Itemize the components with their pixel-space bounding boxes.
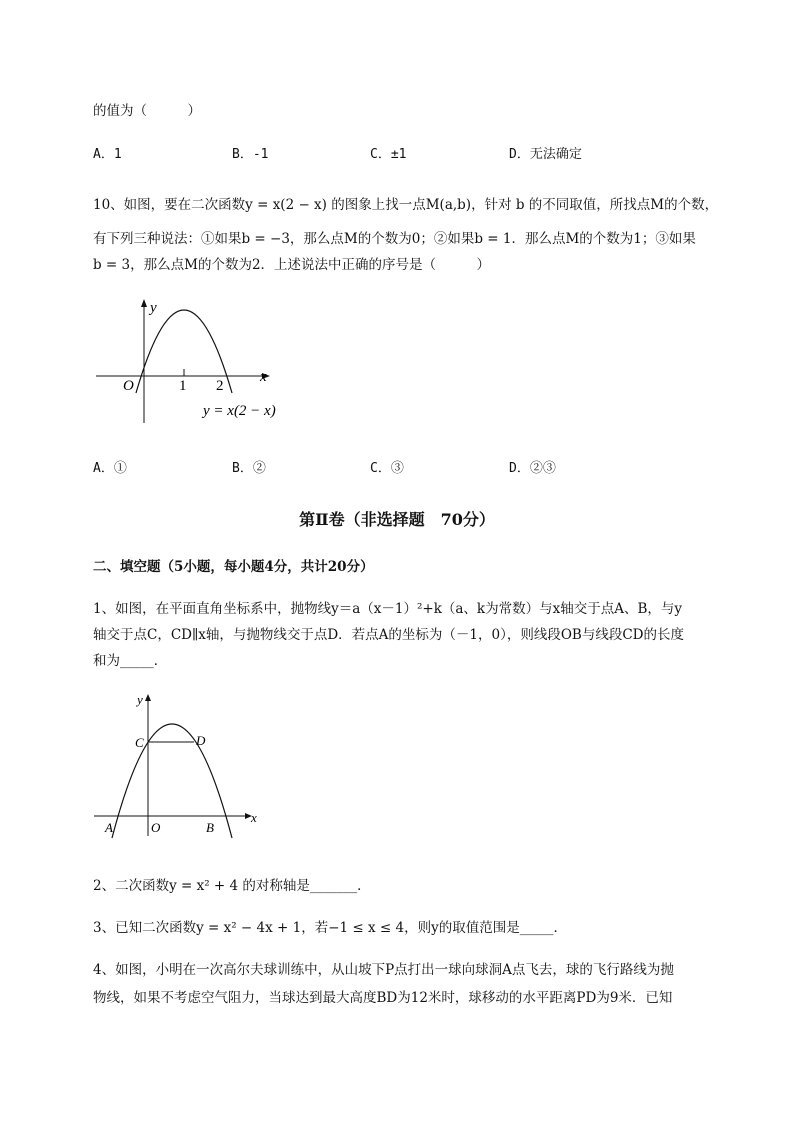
q9-option-a: A．1 xyxy=(93,147,122,162)
q10-origin-label: O xyxy=(123,378,134,394)
q10-y-label: y xyxy=(150,300,157,316)
q10-x-label: x xyxy=(260,369,267,385)
fill4-line-1: 4、如图，小明在一次高尔夫球训练中，从山坡下P点打出一球向球洞A点飞去，球的飞行路线为抛 xyxy=(93,962,674,978)
q9-option-c: C．±1 xyxy=(370,147,407,162)
q10-option-b: B．② xyxy=(232,461,266,476)
fill3-text: 3、已知二次函数y = x² − 4x + 1，若−1 ≤ x ≤ 4，则y的取值范围是_____． xyxy=(93,920,567,936)
fill1-point-o: O xyxy=(151,820,161,835)
q10-option-d: D．②③ xyxy=(509,461,556,476)
q10-line-3: b = 3，那么点M的个数为2．上述说法中正确的序号是（ ） xyxy=(93,257,491,273)
q10-parabola-figure xyxy=(90,293,290,428)
fill1-y-arrow xyxy=(145,694,151,701)
q10-line-1: 10、如图，要在二次函数y = x(2 − x) 的图象上找一点M(a,b)，针对 b 的不同取值，所找点M的个数， xyxy=(93,197,719,213)
fill1-line-3: 和为_____． xyxy=(93,653,168,669)
fill1-point-c: C xyxy=(135,735,144,750)
q9-option-b: B．-1 xyxy=(232,147,269,162)
q9-tail: 的值为（ ） xyxy=(93,103,201,119)
fill1-point-d: D xyxy=(196,733,206,748)
fill1-point-b: B xyxy=(206,820,214,835)
q10-tick2-label: 2 xyxy=(216,378,224,394)
q10-curve-label: y = x(2 − x) xyxy=(203,403,276,419)
fill1-parabola-figure xyxy=(90,688,270,840)
part2-title: 第Ⅱ卷（非选择题 70分） xyxy=(299,510,495,529)
q10-option-c: C．③ xyxy=(370,461,404,476)
fill1-line-2: 轴交于点C，CD∥x轴，与抛物线交于点D．若点A的坐标为（－1，0），则线段OB与线段CD的长度 xyxy=(93,627,684,643)
q10-option-a: A．① xyxy=(93,461,127,476)
fill2-text: 2、二次函数y = x² + 4 的对称轴是_______． xyxy=(93,878,371,894)
fill1-y-label: y xyxy=(137,692,143,707)
q10-y-arrow xyxy=(141,299,147,307)
fill1-x-label: x xyxy=(251,810,257,825)
fill1-point-a: A xyxy=(105,820,113,835)
fill1-curve xyxy=(112,724,232,838)
q9-option-d: D．无法确定 xyxy=(509,147,582,162)
fill4-line-2: 物线，如果不考虑空气阻力，当球达到最大高度BD为12米时，球移动的水平距离PD为9米．已知 xyxy=(93,990,673,1006)
fill1-line-1: 1、如图，在平面直角坐标系中，抛物线y＝a（x－1）²+k（a、k为常数）与x轴交于点A、B，与y xyxy=(93,601,683,617)
q10-line-2: 有下列三种说法：①如果b = −3，那么点M的个数为0；②如果b = 1．那么点M的个数为1；③如果 xyxy=(93,231,696,247)
q10-tick1-label: 1 xyxy=(179,378,187,394)
section-heading: 二、填空题（5小题，每小题4分，共计20分） xyxy=(93,559,374,575)
